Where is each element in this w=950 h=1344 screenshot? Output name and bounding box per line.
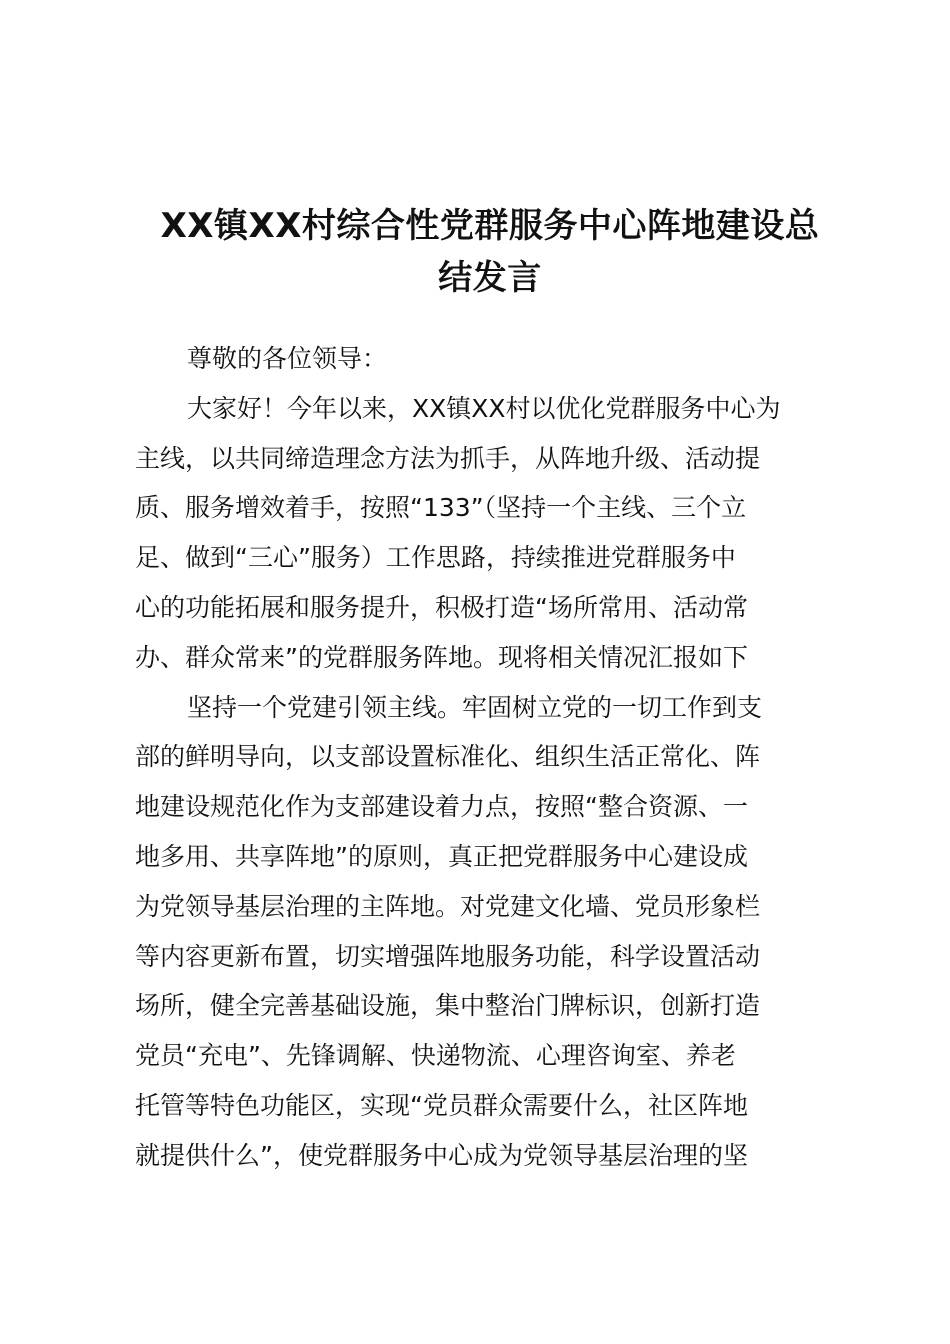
paragraph-1-line: 心的功能拓展和服务提升，积极打造“场所常用、活动常 [135, 592, 748, 622]
paragraph-1-line: 主线，以共同缔造理念方法为抓手，从阵地升级、活动提 [135, 443, 761, 473]
paragraph-2-line: 等内容更新布置，切实增强阵地服务功能，科学设置活动 [135, 941, 761, 971]
salutation: 尊敬的各位领导： [187, 344, 388, 373]
paragraph-1 [135, 384, 847, 683]
paragraph-2-line: 托管等特色功能区，实现“党员群众需要什么，社区阵地 [135, 1090, 748, 1120]
paragraph-1-line: 质、服务增效着手，按照“133”（坚持一个主线、三个立 [135, 493, 747, 523]
paragraph-2-line: 为党领导基层治理的主阵地。对党建文化墙、党员形象栏 [135, 891, 761, 921]
document-title [135, 200, 845, 304]
paragraph-2-line: 地多用、共享阵地”的原则，真正把党群服务中心建设成 [135, 841, 748, 871]
paragraph-2-line: 坚持一个党建引领主线。牢固树立党的一切工作到支 [187, 692, 763, 722]
paragraph-2-line: 就提供什么”，使党群服务中心成为党领导基层治理的坚 [135, 1140, 748, 1170]
title-line-2: 结发言 [438, 258, 542, 298]
paragraph-1-line: 足、做到“三心”服务）工作思路，持续推进党群服务中 [135, 543, 736, 573]
paragraph-2 [135, 683, 847, 1181]
paragraph-2-line: 场所，健全完善基础设施，集中整治门牌标识，创新打造 [135, 991, 761, 1021]
document-body [135, 334, 847, 1181]
paragraph-1-line: 大家好！今年以来，XX镇XX村以优化党群服务中心为 [187, 393, 781, 423]
paragraph-2-line: 部的鲜明导向，以支部设置标准化、组织生活正常化、阵 [135, 742, 761, 772]
paragraph-2-line: 党员“充电”、先锋调解、快递物流、心理咨询室、养老 [135, 1041, 736, 1071]
paragraph-2-line: 地建设规范化作为支部建设着力点，按照“整合资源、一 [135, 792, 748, 822]
paragraph-1-line: 办、群众常来”的党群服务阵地。现将相关情况汇报如下 [135, 642, 748, 672]
title-line-1: XX镇XX村综合性党群服务中心阵地建设总 [160, 206, 820, 246]
